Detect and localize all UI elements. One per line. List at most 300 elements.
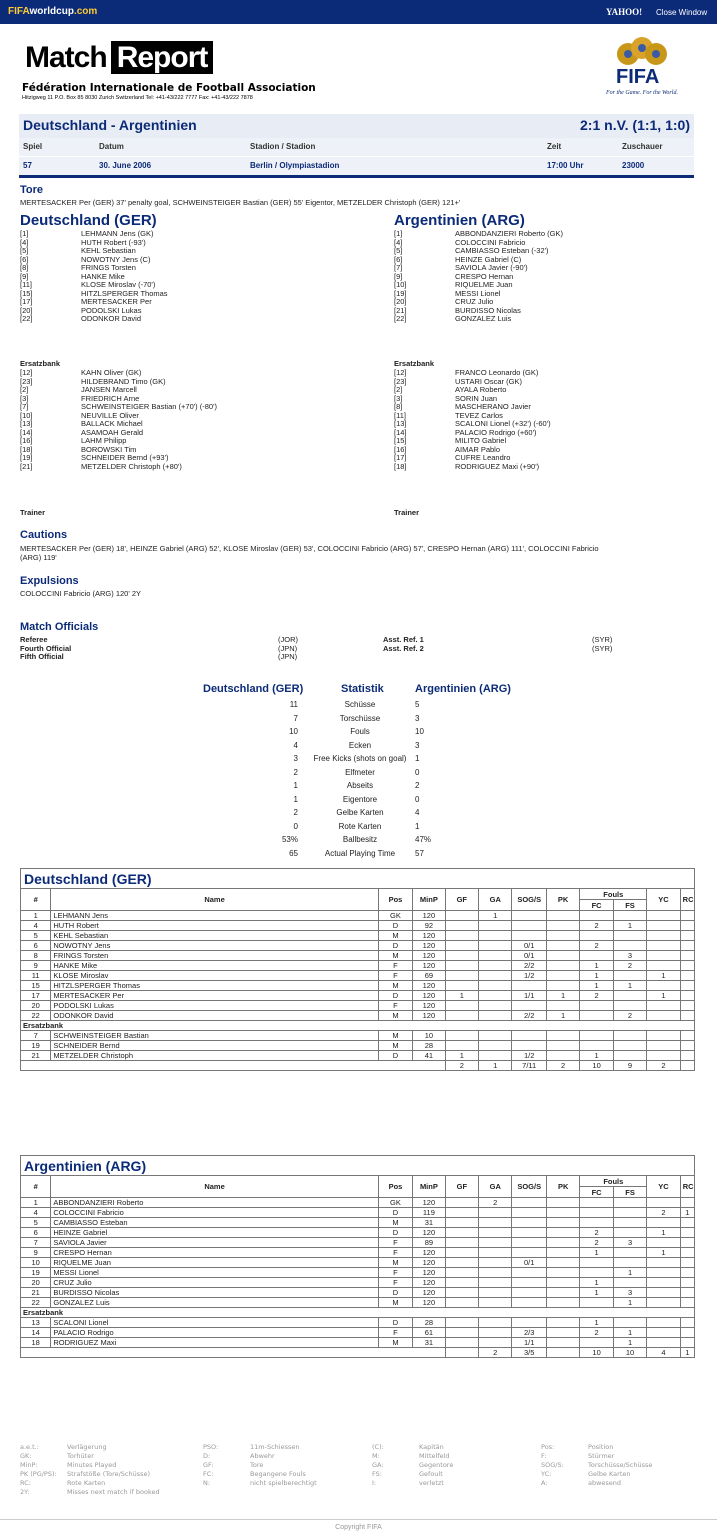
column-header-pk: PK [546,889,579,911]
table-cell: CRUZ Julio [51,1278,378,1288]
legend [20,1443,700,1513]
column-header-pos: Pos [378,889,412,911]
table-cell [445,1208,478,1218]
player-name: PODOLSKI Lukas [81,305,142,315]
shirt-number: [6] [394,254,403,264]
match-report-logo: Match Report Fédération Internationale de Football Association Hitzigweg 11 P.O. Box 85 8030 Zurich Switzerland Tel: +41-43/222 7777 Fax: +41-43/222 7878 [19,36,333,105]
table-cell [680,1288,694,1298]
shirt-number: [22] [20,314,33,323]
total-cell: 2 [647,1061,680,1071]
player-name: BOROWSKI Tim [81,444,137,454]
table-cell [479,1041,512,1051]
table-cell [613,1228,646,1238]
shirt-number: [15] [394,436,407,445]
fifth-nat: (JPN) [278,652,298,661]
lineup-row [394,315,694,324]
table-cell [647,981,680,991]
table-cell: 1/2 [512,971,546,981]
table-cell: 120 [413,941,445,951]
table-cell [479,1298,512,1308]
table-title: Argentinien (ARG) [21,1156,695,1176]
table-cell [613,1031,646,1041]
shirt-number: [1] [20,229,29,238]
shirt-number: [18] [20,444,33,454]
table-cell: 10 [21,1258,51,1268]
table-cell [479,991,512,1001]
table-cell: 1 [580,961,613,971]
table-cell: 20 [21,1001,51,1011]
stat-home-value: 11 [289,700,298,709]
table-cell [445,1268,478,1278]
table-cell: 2 [580,1228,613,1238]
player-name: FRIEDRICH Arne [81,393,140,403]
table-cell: 28 [413,1041,445,1051]
stat-home-value: 1 [293,781,298,790]
table-cell [445,1288,478,1298]
officials-grid [20,636,695,666]
column-header-pk: PK [546,1176,579,1198]
table-cell: 41 [413,1051,445,1061]
table-cell: 1 [479,911,512,921]
away-trainer: Trainer [394,508,420,517]
column-header-yc: YC [647,889,680,911]
table-cell: HANKE Mike [51,961,378,971]
player-name: HANKE Mike [81,271,125,281]
table-cell: 92 [413,921,445,931]
table-row [21,1031,695,1041]
table-cell: F [378,1248,412,1258]
bench-label: Ersatzbank [21,1021,695,1031]
table-row [21,1268,695,1278]
table-cell [479,961,512,971]
player-name: COLOCCINI Fabricio [455,237,526,247]
player-name: LEHMANN Jens (GK) [81,229,154,238]
table-cell [613,1041,646,1051]
table-cell [580,1298,613,1308]
home-player-table [20,868,695,1071]
player-name: HUTH Robert (-93') [81,237,146,247]
table-cell: HUTH Robert [51,921,378,931]
column-header-gf: GF [445,1176,478,1198]
table-cell: CRESPO Hernan [51,1248,378,1258]
table-cell [613,1258,646,1268]
table-cell: SCHWEINSTEIGER Bastian [51,1031,378,1041]
table-cell: 5 [21,1218,51,1228]
total-cell: 10 [580,1061,613,1071]
table-cell: 1 [613,1338,646,1348]
table-cell [546,921,579,931]
lineup-row [394,454,694,463]
table-cell: 7 [21,1031,51,1041]
table-cell: 6 [21,941,51,951]
stat-row [190,700,530,714]
lineup-row [20,247,350,256]
match-info: Spiel Datum Stadion / Stadion Zeit Zuschauer 57 30. June 2006 Berlin / Olympiastadion 17:00 Uhr 23000 [19,138,694,178]
player-name: RODRIGUEZ Maxi (+90') [455,461,540,471]
table-cell: NOWOTNY Jens [51,941,378,951]
player-name: KAHN Oliver (GK) [81,368,142,377]
table-cell [680,1248,694,1258]
site-logo[interactable]: FIFAworldcup.com [8,6,98,17]
table-cell [647,1011,680,1021]
expulsions-title: Expulsions [20,575,79,587]
table-cell [512,1248,546,1258]
player-name: CAMBIASSO Esteban (-32') [455,246,549,255]
legend-value: Stürmer [588,1452,615,1460]
home-lineup [20,230,350,324]
player-name: NOWOTNY Jens (C) [81,254,151,264]
table-cell: MERTESACKER Per [51,991,378,1001]
table-cell [647,1041,680,1051]
table-row [21,1338,695,1348]
stat-away-value: 10 [415,727,424,736]
table-cell: 5 [21,931,51,941]
fifa-logo: FIFA For the Game. For the World. [604,36,694,103]
table-cell [512,1268,546,1278]
lineup-row [20,239,350,248]
player-name: HILDEBRAND Timo (GK) [81,376,166,386]
legend-value: Begangene Fouls [250,1470,306,1478]
table-cell: SCHNEIDER Bernd [51,1041,378,1051]
match-score: 2:1 n.V. (1:1, 1:0) [580,117,690,133]
lineup-row [394,247,694,256]
table-cell: F [378,971,412,981]
table-cell [546,1298,579,1308]
table-cell: BURDISSO Nicolas [51,1288,378,1298]
column-header-ga: GA [479,889,512,911]
table-cell [613,1318,646,1328]
table-cell: 1 [613,1298,646,1308]
table-cell [445,971,478,981]
stat-label: Abseits [346,781,374,790]
table-cell: 120 [413,951,445,961]
table-cell [680,1328,694,1338]
legend-key: I: [372,1479,377,1487]
lineup-row [20,256,350,265]
table-cell [647,1238,680,1248]
player-name: SCHWEINSTEIGER Bastian (+70') (-80') [81,402,218,411]
player-name: HEINZE Gabriel (C) [455,254,522,264]
player-name: SAVIOLA Javier (-90') [455,263,528,272]
shirt-number: [9] [394,271,403,281]
table-cell [647,1031,680,1041]
table-cell [680,1258,694,1268]
stat-label: Rote Karten [338,821,382,831]
column-header-minp: MinP [413,1176,445,1198]
stat-row [190,781,530,795]
table-cell [647,961,680,971]
legend-key: M: [372,1452,380,1460]
table-cell [647,1268,680,1278]
lineup-row [394,264,694,273]
table-cell: 2 [580,1238,613,1248]
stat-home-value: 2 [293,767,298,777]
table-cell: 2 [479,1198,512,1208]
table-cell: 1 [580,971,613,981]
stat-row [190,822,530,836]
legend-key: F: [541,1452,547,1460]
table-cell: 6 [21,1228,51,1238]
table-cell: 120 [413,1278,445,1288]
table-cell [546,911,579,921]
table-cell: 120 [413,1268,445,1278]
table-cell: 1 [580,1051,613,1061]
table-cell [613,1208,646,1218]
player-name: CRESPO Hernan [455,271,514,281]
table-cell [580,951,613,961]
legend-value: Torschüsse/Schüsse [588,1461,653,1469]
player-name: SCHNEIDER Bernd (+93') [81,453,169,462]
player-name: USTARI Oscar (GK) [455,376,522,386]
table-cell [647,1278,680,1288]
table-cell [680,1031,694,1041]
total-cell: 7/11 [512,1061,546,1071]
table-cell [512,981,546,991]
column-header-yc: YC [647,1176,680,1198]
player-name: MASCHERANO Javier [455,402,531,411]
stats-title: Statistik [341,683,384,695]
player-name: KEHL Sebastian [81,246,136,255]
table-cell: 120 [413,911,445,921]
table-cell: 7 [21,1238,51,1248]
table-cell: 22 [21,1298,51,1308]
lineup-row [20,230,350,239]
table-cell [445,1041,478,1051]
table-row [21,1248,695,1258]
stat-away-value: 0 [415,794,420,804]
table-cell [580,1001,613,1011]
column-header-fs: FS [613,900,646,911]
table-cell [546,1338,579,1348]
shirt-number: [11] [20,280,32,289]
table-cell [445,1328,478,1338]
legend-key: FC: [203,1470,214,1478]
player-name: MESSI Lionel [455,288,501,298]
table-cell: 1 [445,991,478,1001]
column-header-fs: FS [613,1187,646,1198]
table-cell [580,1208,613,1218]
table-cell: 1 [613,981,646,991]
table-cell: 120 [413,1228,445,1238]
table-cell [445,1278,478,1288]
table-cell: 120 [413,1298,445,1308]
table-cell: M [378,1041,412,1051]
table-cell [647,1298,680,1308]
table-row [21,1238,695,1248]
table-cell [445,1258,478,1268]
close-window-link[interactable]: Close Window [656,8,708,17]
stat-row [190,768,530,782]
table-cell: 2 [647,1208,680,1218]
ar2-label: Asst. Ref. 2 [383,643,424,653]
table-cell [680,931,694,941]
table-cell: F [378,1328,412,1338]
lineup-row [394,290,694,299]
table-cell: D [378,941,412,951]
table-cell [445,1318,478,1328]
shirt-number: [16] [20,436,33,445]
legend-value: Tore [250,1461,264,1469]
column-header-fc: FC [580,900,613,911]
table-row [21,921,695,931]
table-cell [479,1208,512,1218]
legend-value: Gefoult [419,1470,443,1478]
table-cell: 2 [580,991,613,1001]
table-cell: 1 [445,1051,478,1061]
stat-home-value: 3 [293,754,298,763]
officials-title: Match Officials [20,621,99,633]
table-cell: D [378,1288,412,1298]
table-cell [613,911,646,921]
away-team-name: Argentinien (ARG) [394,212,525,229]
table-cell: 22 [21,1011,51,1021]
shirt-number: [12] [394,368,407,377]
table-cell [647,1328,680,1338]
table-cell [613,1278,646,1288]
total-cell [445,1348,478,1358]
table-cell: HEINZE Gabriel [51,1228,378,1238]
stat-label: Ecken [348,740,372,750]
table-cell [479,1031,512,1041]
table-cell [680,991,694,1001]
table-cell [479,1258,512,1268]
lineup-row [20,446,350,455]
table-cell [546,971,579,981]
table-row [21,1001,695,1011]
table-cell: 120 [413,1258,445,1268]
table-cell: 18 [21,1338,51,1348]
table-cell [546,981,579,991]
table-cell: HITZLSPERGER Thomas [51,981,378,991]
player-name: RIQUELME Juan [455,280,513,289]
fourth-label: Fourth Official [20,643,72,653]
player-name: ABBONDANZIERI Roberto (GK) [455,229,563,238]
lineup-row [20,454,350,463]
lineup-row [394,256,694,265]
cautions-title: Cautions [20,529,68,541]
table-cell [546,1228,579,1238]
table-cell: 31 [413,1338,445,1348]
lineup-row [20,273,350,282]
stat-away-value: 3 [415,740,420,750]
stat-home-value: 0 [293,821,298,831]
table-cell [680,1011,694,1021]
shirt-number: [12] [20,368,33,377]
totals-row [21,1061,695,1071]
table-cell [445,911,478,921]
table-cell [512,1238,546,1248]
stat-label: Elfmeter [345,767,375,777]
shirt-number: [2] [20,385,29,394]
table-row [21,1228,695,1238]
table-cell: 1 [580,981,613,991]
legend-key: FS: [372,1470,382,1478]
lineup-row [20,298,350,307]
table-cell: 1 [647,1228,680,1238]
shirt-number: [15] [20,288,33,298]
total-cell [546,1348,579,1358]
cautions-line2: (ARG) 119' [20,553,57,562]
table-cell: 19 [21,1041,51,1051]
table-cell [647,1051,680,1061]
table-cell [479,1238,512,1248]
column-header-fouls: Fouls [580,889,647,900]
table-cell [680,1198,694,1208]
table-cell: FRINGS Torsten [51,951,378,961]
football-globes-icon [612,36,672,70]
legend-value: Gelbe Karten [588,1470,631,1478]
legend-key: PSO: [203,1443,219,1451]
column-header-name: Name [51,1176,378,1198]
totals-row [21,1348,695,1358]
table-cell [580,1198,613,1208]
table-cell: 31 [413,1218,445,1228]
away-player-table [20,1155,695,1358]
table-cell [647,1198,680,1208]
lineup-row [20,315,350,324]
table-cell: RIQUELME Juan [51,1258,378,1268]
shirt-number: [16] [394,444,407,454]
player-name: SORIN Juan [455,393,498,403]
table-cell: 69 [413,971,445,981]
table-cell: ODONKOR David [51,1011,378,1021]
stat-label: Free Kicks (shots on goal) [313,754,407,763]
player-name: AYALA Roberto [455,385,507,394]
player-name: SCALONI Lionel (+32') (-60') [455,419,551,428]
total-cell: 4 [647,1348,680,1358]
lineup-row [20,412,350,421]
shirt-number: [2] [394,385,403,394]
lineup-row [394,463,694,472]
table-cell: 1 [647,991,680,1001]
column-header-sog: SOG/S [512,889,546,911]
table-cell [613,971,646,981]
legend-value: Gegentore [419,1461,454,1469]
shirt-number: [21] [394,305,407,315]
legend-value: Verlägerung [67,1443,107,1451]
player-name: FRANCO Leonardo (GK) [455,368,539,377]
lineup-row [20,290,350,299]
table-cell [445,1238,478,1248]
column-header-minp: MinP [413,889,445,911]
table-cell: D [378,1318,412,1328]
table-cell: 120 [413,931,445,941]
table-cell: 1 [21,1198,51,1208]
column-header-gf: GF [445,889,478,911]
table-cell: 28 [413,1318,445,1328]
table-cell: 13 [21,1318,51,1328]
table-cell [546,1328,579,1338]
table-cell [680,1338,694,1348]
lineup-row [394,378,694,387]
table-cell [479,1051,512,1061]
copyright: Copyright FIFA [335,1524,382,1531]
player-name: METZELDER Christoph (+80') [81,461,182,471]
table-row [21,981,695,991]
table-cell: 1 [21,911,51,921]
legend-value: abwesend [588,1479,622,1487]
table-cell: D [378,921,412,931]
table-cell [647,931,680,941]
ar2-nat: (SYR) [592,643,613,653]
legend-key: GF: [203,1461,214,1469]
player-name: PALACIO Rodrigo (+60') [455,427,537,437]
player-name: MILITO Gabriel [455,436,507,445]
shirt-number: [11] [394,410,406,420]
stat-home-value: 65 [289,848,298,858]
table-cell [546,1268,579,1278]
table-cell: M [378,1031,412,1041]
